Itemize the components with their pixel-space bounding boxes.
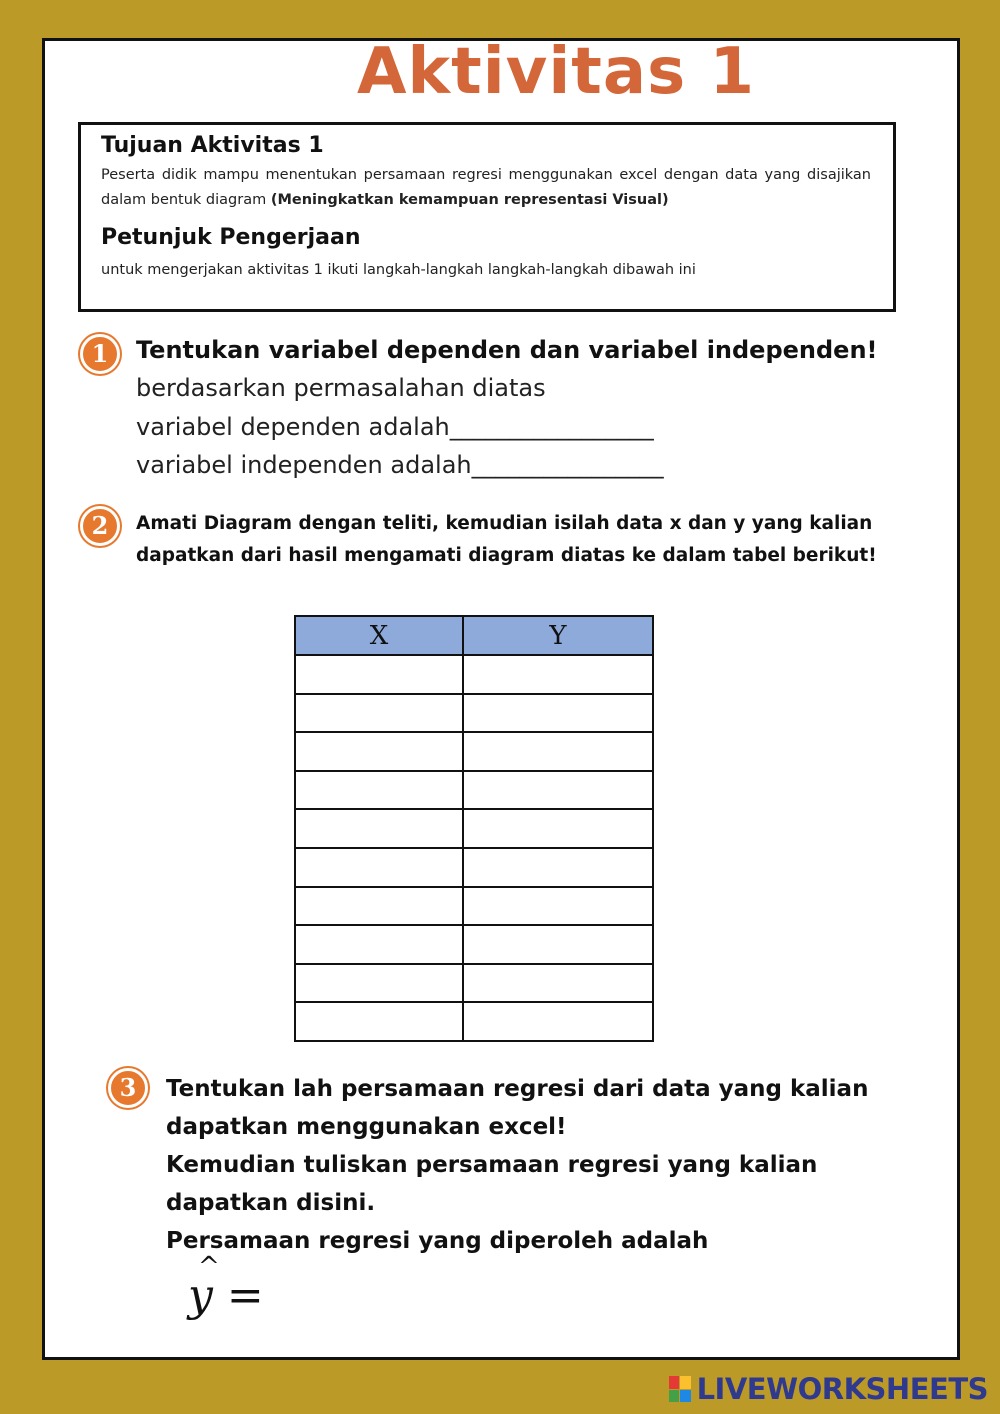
liveworksheets-brand [669, 1372, 988, 1406]
y-input-cell[interactable] [463, 925, 653, 964]
q1-dependent-blank[interactable]: variabel dependen adalah_________________ [136, 413, 654, 441]
logo-square [680, 1390, 691, 1403]
liveworksheets-logo-icon [669, 1376, 691, 1402]
table-row [295, 694, 653, 733]
y-input-cell[interactable] [463, 964, 653, 1003]
q3-line: Tentukan lah persamaan regresi dari data yang kalian [166, 1076, 869, 1102]
goal-heading: Tujuan Aktivitas 1 [101, 133, 324, 158]
table-row [295, 1002, 653, 1041]
y-input-cell[interactable] [463, 771, 653, 810]
regression-formula[interactable] [188, 1270, 264, 1321]
table-row [295, 887, 653, 926]
table-row [295, 655, 653, 694]
logo-square [669, 1390, 680, 1403]
x-input-cell[interactable] [295, 809, 463, 848]
x-input-cell[interactable] [295, 771, 463, 810]
goal-box [78, 122, 896, 312]
x-input-cell[interactable] [295, 655, 463, 694]
y-input-cell[interactable] [463, 732, 653, 771]
table-row [295, 848, 653, 887]
q1-line-context: berdasarkan permasalahan diatas [136, 374, 546, 402]
q3-line: dapatkan menggunakan excel! [166, 1114, 567, 1140]
q1-heading: Tentukan variabel dependen dan variabel independen! [136, 336, 878, 364]
y-input-cell[interactable] [463, 1002, 653, 1041]
instructions-heading: Petunjuk Pengerjaan [101, 225, 361, 251]
y-input-cell[interactable] [463, 655, 653, 694]
x-input-cell[interactable] [295, 732, 463, 771]
column-header-y: Y [463, 616, 653, 655]
x-input-cell[interactable] [295, 925, 463, 964]
step-3-badge: 3 [108, 1068, 148, 1108]
x-input-cell[interactable] [295, 964, 463, 1003]
page-title: Aktivitas 1 [357, 35, 755, 109]
table-row [295, 771, 653, 810]
x-input-cell[interactable] [295, 848, 463, 887]
q3-line: Persamaan regresi yang diperoleh adalah [166, 1228, 709, 1254]
y-input-cell[interactable] [463, 848, 653, 887]
y-input-cell[interactable] [463, 809, 653, 848]
table-row [295, 964, 653, 1003]
step-1-badge: 1 [80, 334, 120, 374]
instructions-text: untuk mengerjakan aktivitas 1 ikuti langkah-langkah langkah-langkah dibawah ini [101, 261, 696, 278]
q1-independent-blank[interactable]: variabel independen adalah________________ [136, 451, 664, 479]
logo-square [669, 1376, 680, 1389]
x-input-cell[interactable] [295, 694, 463, 733]
x-input-cell[interactable] [295, 887, 463, 926]
q3-instruction [166, 1070, 906, 1260]
table-row [295, 925, 653, 964]
xy-data-table [294, 615, 654, 1042]
y-input-cell[interactable] [463, 694, 653, 733]
goal-description-bold: (Meningkatkan kemampuan representasi Visual) [270, 192, 669, 209]
q3-line: Kemudian tuliskan persamaan regresi yang kalian [166, 1152, 818, 1178]
y-input-cell[interactable] [463, 887, 653, 926]
x-input-cell[interactable] [295, 1002, 463, 1041]
column-header-x: X [295, 616, 463, 655]
goal-description [101, 163, 871, 213]
y-hat-symbol: ^ y [188, 1270, 213, 1321]
logo-square [680, 1376, 691, 1389]
goal-description-text: Peserta didik mampu menentukan persamaan regresi menggunakan excel dengan data yang disajikan dalam bentuk diagram [101, 167, 871, 209]
table-row [295, 732, 653, 771]
brand-name: LIVEWORKSHEETS [696, 1372, 988, 1406]
table-row [295, 809, 653, 848]
q3-line: dapatkan disini. [166, 1190, 376, 1216]
step-2-badge: 2 [80, 506, 120, 546]
equals-sign: = [226, 1270, 264, 1321]
q2-instruction: Amati Diagram dengan teliti, kemudian isilah data x dan y yang kalian dapatkan dari hasil mengamati diagram diatas ke dalam tabel berikut! [136, 513, 877, 566]
